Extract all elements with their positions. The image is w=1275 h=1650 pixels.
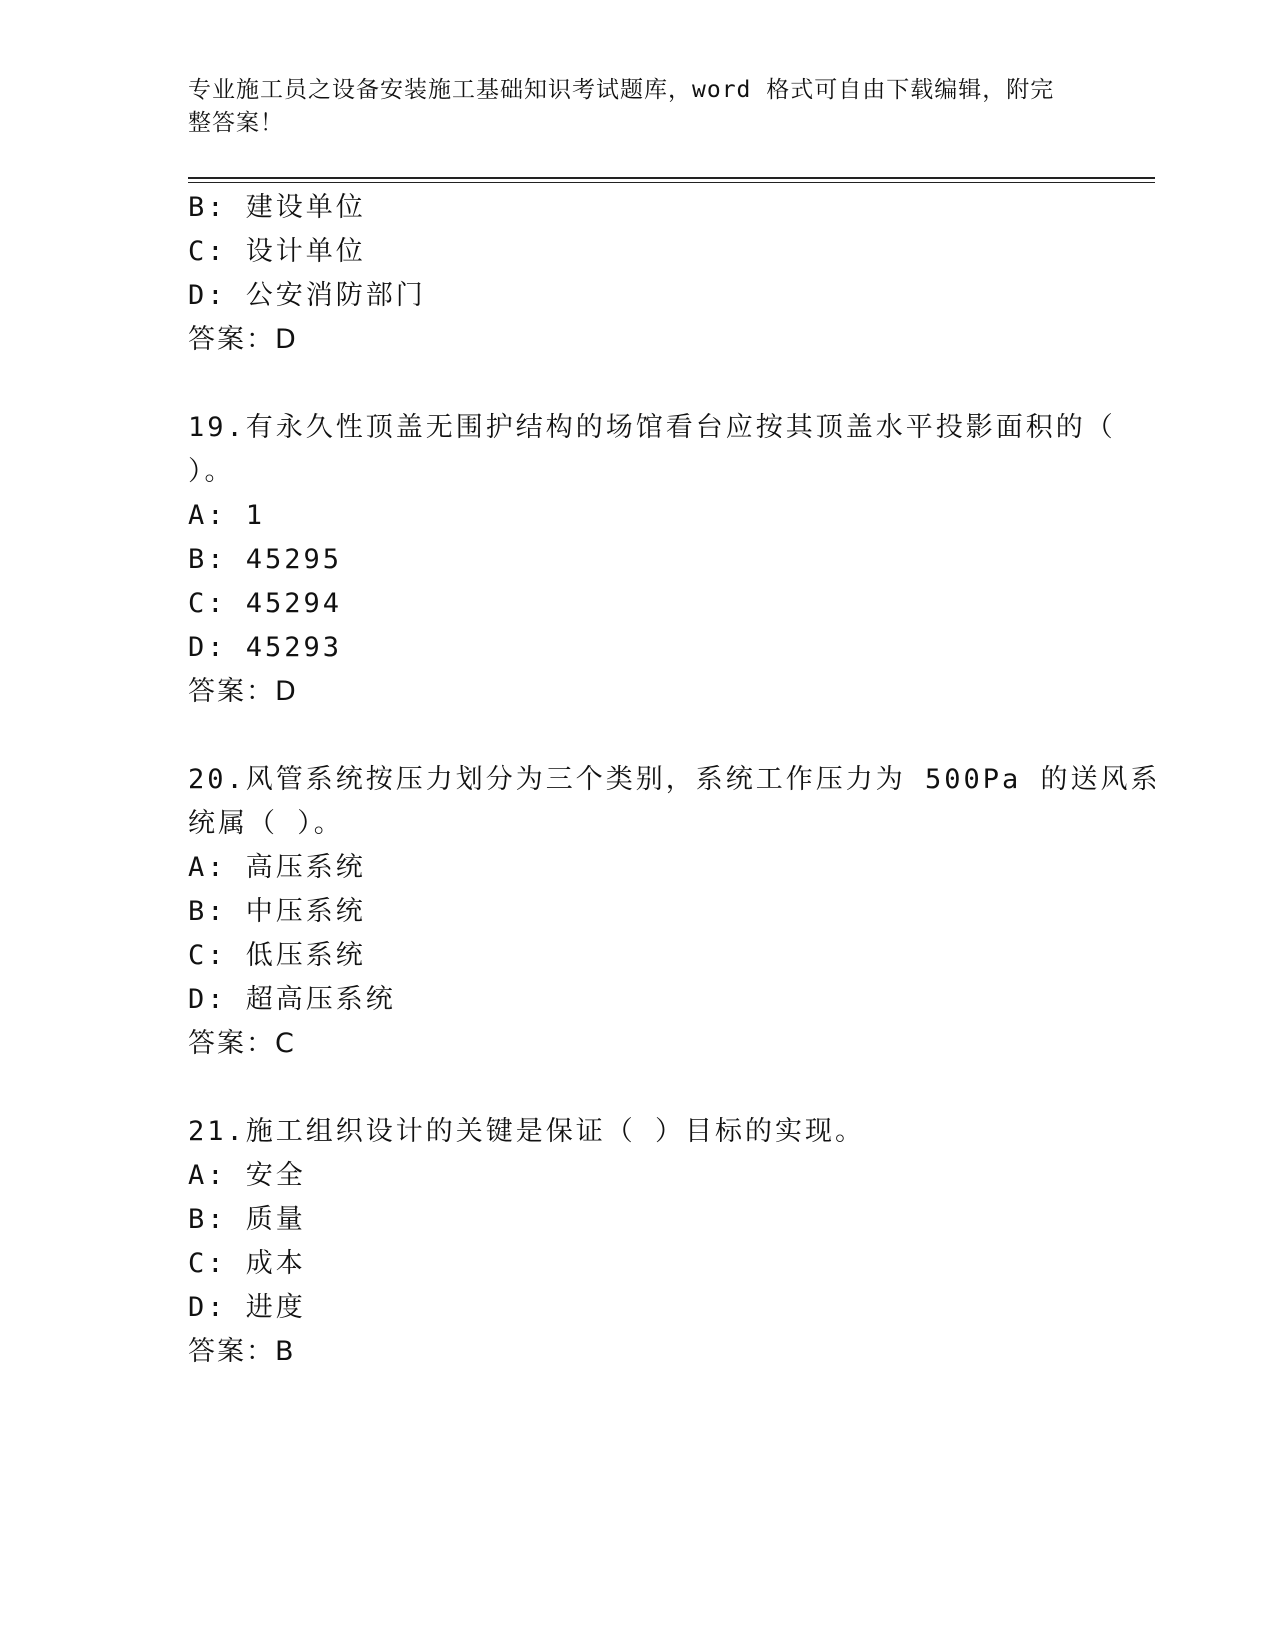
document-header (188, 74, 1068, 140)
q18-option-d: D: 公安消防部门 (188, 280, 426, 311)
q21-stem-line-1: 21.施工组织设计的关键是保证（ ）目标的实现。 (188, 1116, 866, 1147)
q19-option-b: B: 45295 (188, 544, 343, 575)
q20-stem-line-1: 20.风管系统按压力划分为三个类别，系统工作压力为 500Pa 的送风系 (188, 764, 1161, 795)
q20-option-b: B: 中压系统 (188, 896, 366, 927)
q20-option-a: A: 高压系统 (188, 852, 366, 883)
q20-option-d: D: 超高压系统 (188, 984, 396, 1015)
header-line-2: 整答案！ (188, 110, 284, 136)
header-line-1: 专业施工员之设备安装施工基础知识考试题库，word 格式可自由下载编辑，附完 (188, 77, 1055, 103)
q21-option-c: C: 成本 (188, 1248, 306, 1279)
q19-answer: 答案：D (188, 676, 298, 707)
q21-option-a: A: 安全 (188, 1160, 306, 1191)
q19-option-a: A: 1 (188, 500, 266, 531)
q19-stem-line-1: 19.有永久性顶盖无围护结构的场馆看台应按其顶盖水平投影面积的（ (188, 412, 1116, 443)
q21-option-b: B: 质量 (188, 1204, 306, 1235)
q20-answer: 答案：C (188, 1028, 296, 1059)
q19-stem-line-2: ）。 (188, 456, 235, 487)
header-rule-thin (188, 182, 1155, 183)
q21-answer: 答案：B (188, 1336, 296, 1367)
header-rule-thick (188, 177, 1155, 179)
q18-answer: 答案：D (188, 324, 298, 355)
q18-option-b: B: 建设单位 (188, 192, 366, 223)
q18-option-c: C: 设计单位 (188, 236, 366, 267)
q20-option-c: C: 低压系统 (188, 940, 366, 971)
q19-option-c: C: 45294 (188, 588, 343, 619)
q20-stem-line-2: 统属（ ）。 (188, 808, 344, 839)
q19-option-d: D: 45293 (188, 632, 343, 663)
q21-option-d: D: 进度 (188, 1292, 306, 1323)
